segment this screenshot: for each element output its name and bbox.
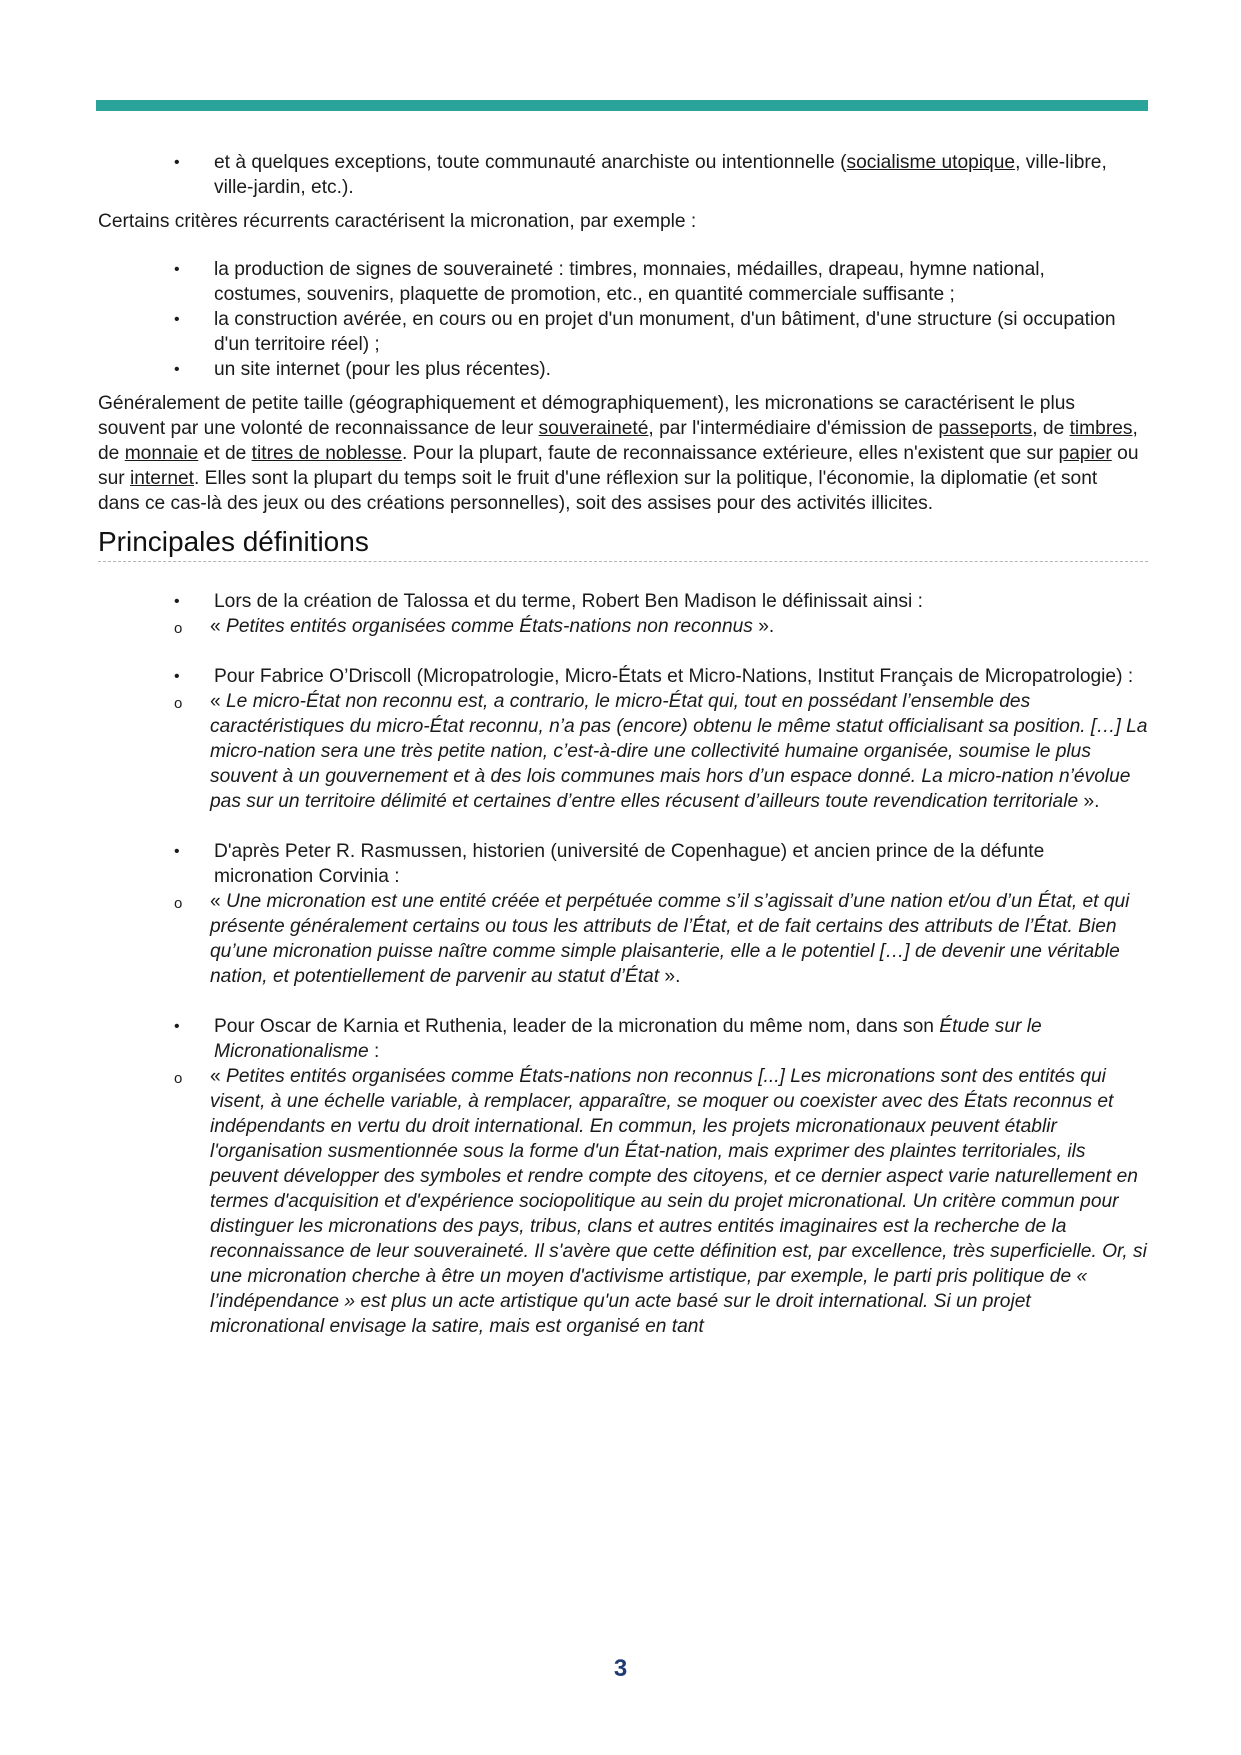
link-timbres[interactable]: timbres xyxy=(1069,418,1133,439)
bullet-icon: • xyxy=(174,593,180,610)
bullet-icon: • xyxy=(174,311,180,328)
bullet-icon: • xyxy=(174,668,180,685)
link-internet[interactable]: internet xyxy=(130,468,194,489)
definition-item xyxy=(98,589,1148,639)
circle-bullet-icon: o xyxy=(174,695,183,712)
link-passeports[interactable]: passeports xyxy=(938,418,1033,439)
definition-quote: Une micronation est une entité créée et perpétuée comme s’il s’agissait d’une nation et/ou d’un État, et qui présente généralement certains ou tous les attributs de l’État, et de fait certains des attributs de l’État. Bien qu’une micronation puisse naître comme simple plaisanterie, elle a le potentiel […] de devenir une véritable nation, et potentiellement de parvenir au statut d’État xyxy=(210,891,1130,987)
circle-bullet-icon: o xyxy=(174,1070,183,1087)
criteria-list xyxy=(98,257,1128,382)
circle-bullet-icon: o xyxy=(174,895,183,912)
page-content xyxy=(98,150,1148,1339)
quote-item: o « Petites entités organisées comme États-nations non reconnus [...] Les micronations sont des entités qui visent, à une échelle variable, à remplacer, apparaître, se moquer ou coexister avec des États reconnus et indépendants en vertu du droit international. En commun, les projets micronationaux peuvent établir l'organisation susmentionnée sous la forme d'un État-nation, mais exprimer des plaintes territoriales, ils peuvent développer des symboles et rendre compte des citoyens, et ce dernier aspect varie naturellement en termes d'acquisition et d'expérience sociopolitique au sein du projet micronational. Un critère commun pour distinguer les micronations des pays, tribus, clans et autres entités imaginaires est la recherche de la reconnaissance de leur souveraineté. Il s'avère que cette définition est, par excellence, très superficielle. Or, si une micronation cherche à être un moyen d'activisme artistique, par exemple, le parti pris politique de « l’indépendance » est plus un acte artistique qu'un acte basé sur le droit international. Si un projet micronational envisage la satire, mais est organisé en tant xyxy=(174,1066,1147,1337)
link-titres-de-noblesse[interactable]: titres de noblesse xyxy=(251,443,403,464)
bullet-icon: • xyxy=(174,154,180,171)
bullet-icon: • xyxy=(174,261,180,278)
list-item: • un site internet (pour les plus récentes). xyxy=(174,359,552,380)
definition-intro: Pour Fabrice O’Driscoll (Micropatrologie, Micro-États et Micro-Nations, Institut Français de Micropatrologie) : xyxy=(214,666,1134,687)
circle-bullet-icon: o xyxy=(174,620,183,637)
link-monnaie[interactable]: monnaie xyxy=(124,443,199,464)
quote-list xyxy=(98,1064,1148,1339)
bullet-icon: • xyxy=(174,843,180,860)
definition-item xyxy=(98,839,1148,989)
page-number: 3 xyxy=(613,1655,628,1682)
definition-quote: Petites entités organisées comme États-nations non reconnus xyxy=(226,616,753,637)
section-heading: Principales définitions xyxy=(98,526,369,557)
link-souverainete[interactable]: souveraineté xyxy=(538,418,649,439)
quote-list xyxy=(98,889,1148,989)
definition-quote: Le micro-État non reconnu est, a contrario, le micro-État qui, tout en possédant l’ensemble des caractéristiques du micro-État reconnu, n’a pas (encore) obtenu le même statut officialisant sa position. […] La micro-nation sera une très petite nation, c’est-à-dire une collectivité humaine organisée, soumise le plus souvent à un gouvernement et à des lois communes mais hors d’un espace donné. La micro-nation n’évolue pas sur un territoire délimité et certaines d’entre elles récusent d’ailleurs toute revendication territoriale xyxy=(210,691,1148,812)
link-socialisme-utopique[interactable]: socialisme utopique xyxy=(846,152,1016,173)
quote-item: o « Le micro-État non reconnu est, a contrario, le micro-État qui, tout en possédant l’ensemble des caractéristiques du micro-État reconnu, n’a pas (encore) obtenu le même statut officialisant sa position. […] La micro-nation sera une très petite nation, c’est-à-dire une collectivité humaine organisée, soumise le plus souvent à un gouvernement et à des lois communes mais hors d’un espace donné. La micro-nation n’évolue pas sur un territoire délimité et certaines d’entre elles récusent d’ailleurs toute revendication territoriale ». xyxy=(174,691,1148,812)
heading-divider xyxy=(98,561,1148,562)
list-item: • et à quelques exceptions, toute communauté anarchiste ou intentionnelle (socialisme utopique, ville-libre, ville-jardin, etc.). xyxy=(174,152,1107,198)
paragraph-general: Généralement de petite taille (géographiquement et démographiquement), les micronations se caractérisent le plus souvent par une volonté de reconnaissance de leur souveraineté, par l'intermédiaire d'émission de passeports, de timbres, de monnaie et de titres de noblesse. Pour la plupart, faute de reconnaissance extérieure, elles n'existent que sur papier ou sur internet. Elles sont la plupart du temps soit le fruit d'une réflexion sur la politique, l'économie, la diplomatie (et sont dans ce cas-là des jeux ou des créations personnelles), soit des assises pour des activités illicites. xyxy=(98,393,1139,514)
paragraph-criteres: Certains critères récurrents caractérisent la micronation, par exemple : xyxy=(98,211,697,232)
header-accent-bar xyxy=(96,100,1148,111)
definition-intro: Lors de la création de Talossa et du terme, Robert Ben Madison le définissait ainsi : xyxy=(214,591,923,612)
definition-intro: D'après Peter R. Rasmussen, historien (université de Copenhague) et ancien prince de la défunte micronation Corvinia : xyxy=(214,841,1045,887)
list-item: • la production de signes de souveraineté : timbres, monnaies, médailles, drapeau, hymne national, costumes, souvenirs, plaquette de promotion, etc., en quantité commerciale suffisante ; xyxy=(174,259,1045,305)
book-title: Étude sur le Micronationalisme xyxy=(214,1016,1042,1062)
anarchist-list xyxy=(98,150,1138,200)
definition-quote: Petites entités organisées comme États-nations non reconnus [...] Les micronations sont des entités qui visent, à une échelle variable, à remplacer, apparaître, se moquer ou coexister avec des États reconnus et indépendants en vertu du droit international. En commun, les projets micronationaux peuvent établir l'organisation susmentionnée sous la forme d'un État-nation, mais exprimer des plaintes territoriales, ils peuvent développer des symboles et rendre compte des citoyens, et ce dernier aspect varie naturellement en termes d'acquisition et d'expérience sociopolitique au sein du projet micronational. Un critère commun pour distinguer les micronations des pays, tribus, clans et autres entités imaginaires est la recherche de la reconnaissance de leur souveraineté. Il s'avère que cette définition est, par excellence, très superficielle. Or, si une micronation cherche à être un moyen d'activisme artistique, par exemple, le parti pris politique de « l’indépendance » est plus un acte artistique qu'un acte basé sur le droit international. Si un projet micronational envisage la satire, mais est organisé en tant xyxy=(210,1066,1147,1337)
bullet-icon: • xyxy=(174,361,180,378)
definitions-list xyxy=(98,589,1148,1339)
quote-list xyxy=(98,689,1148,814)
definition-item: • Pour Oscar de Karnia et Ruthenia, leader de la micronation du même nom, dans son Étude sur le Micronationalisme : o « Petites entités organisées comme États-nations non reconnus [...] Les micronations sont des entités qui visent, à une échelle variable, à remplacer, apparaître, se moquer ou coexister avec des États reconnus et indépendants en vertu du droit international. En commun, les projets micronationaux peuvent établir l'organisation susmentionnée sous la forme d'un État-nation, mais exprimer des plaintes territoriales, ils peuvent développer des symboles et rendre compte des citoyens, et ce dernier aspect varie naturellement en termes d'acquisition et d'expérience sociopolitique au sein du projet micronational. Un critère commun pour distinguer les micronations des pays, tribus, clans et autres entités imaginaires est la recherche de la reconnaissance de leur souveraineté. Il s'avère que cette définition est, par excellence, très superficielle. Or, si une micronation cherche à être un moyen d'activisme artistique, par exemple, le parti pris politique de « l’indépendance » est plus un acte artistique qu'un acte basé sur le droit international. Si un projet micronational envisage la satire, mais est organisé en tant xyxy=(98,1014,1148,1339)
quote-item: o « Petites entités organisées comme États-nations non reconnus ». xyxy=(98,614,1148,639)
quote-list xyxy=(98,614,1148,639)
list-item: • la construction avérée, en cours ou en projet d'un monument, d'un bâtiment, d'une structure (si occupation d'un territoire réel) ; xyxy=(174,309,1116,355)
definition-item xyxy=(98,664,1148,814)
link-papier[interactable]: papier xyxy=(1058,443,1112,464)
quote-item: o « Une micronation est une entité créée et perpétuée comme s’il s’agissait d’une nation et/ou d’un État, et qui présente généralement certains ou tous les attributs de l’État, et de fait certains des attributs de l’État. Bien qu’une micronation puisse naître comme simple plaisanterie, elle a le potentiel […] de devenir une véritable nation, et potentiellement de parvenir au statut d’État ». xyxy=(174,891,1130,987)
bullet-icon: • xyxy=(174,1018,180,1035)
